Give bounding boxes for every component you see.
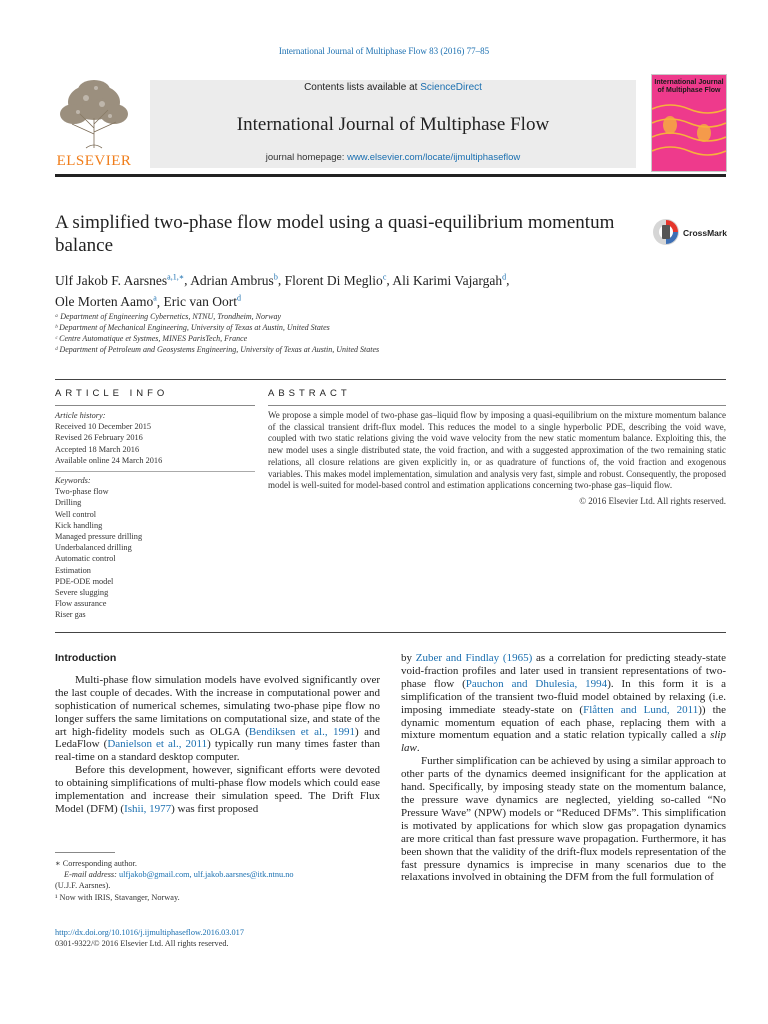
elsevier-logo xyxy=(50,78,138,170)
article-identifiers xyxy=(55,927,385,949)
keyword: Flow assurance xyxy=(55,599,107,609)
footnote: (U.J.F. Aarsnes). xyxy=(55,881,111,891)
footnotes xyxy=(55,858,385,903)
footnote: E-mail address: ulfjakob@gmail.com, ulf.jakob.aarsnes@itk.ntnu.no xyxy=(64,870,294,880)
crossmark-label: CrossMark xyxy=(683,228,727,238)
citation-link[interactable]: Danielson et al., 2011 xyxy=(107,738,208,751)
abstract-rule xyxy=(268,405,726,406)
history-item: Received 10 December 2015 xyxy=(55,422,152,432)
body-rule xyxy=(55,632,726,633)
footnote: ¹ Now with IRIS, Stavanger, Norway. xyxy=(55,892,180,902)
article-title: A simplified two-phase flow model using a quasi-equilibrium momentum balance xyxy=(55,212,615,256)
paragraph: by Zuber and Findlay (1965) as a correlation for predicting steady-state void-fraction profiles and later used in transient representations of two-phase flow (Pauchon and Dhulesia, 1994). In this form it is a simplification of the transient two-fluid model obtained by relaxing (i.e. imposing immediate steady-state on (Flåtten and Lund, 2011)) the dynamic momentum equation of each phase, replacing them with a mixture momentum equation and a static relation typically called a slip law. xyxy=(401,652,727,755)
history-item: Revised 26 February 2016 xyxy=(55,433,143,443)
journal-banner xyxy=(150,80,636,168)
keyword: Severe slugging xyxy=(55,588,109,598)
sciencedirect-link[interactable]: ScienceDirect xyxy=(420,82,482,93)
affiliation: ᵈ Department of Petroleum and Geosystems Engineering, University of Texas at Austin, United States xyxy=(55,345,380,354)
footnote: ∗ Corresponding author. xyxy=(55,859,137,868)
author[interactable]: Florent Di Meglio$^c$ xyxy=(284,272,387,288)
history-item: Accepted 18 March 2016 xyxy=(55,444,140,454)
keyword: Automatic control xyxy=(55,554,116,564)
body-left-column xyxy=(55,652,380,816)
keyword: Kick handling xyxy=(55,520,103,530)
citation-link[interactable]: Ishii, 1977 xyxy=(124,802,172,815)
keywords-rule xyxy=(55,471,255,472)
citation-link[interactable]: Flåtten and Lund, 2011 xyxy=(583,703,699,716)
affiliation: ᵃ Department of Engineering Cybernetics, NTNU, Trondheim, Norway xyxy=(55,312,281,321)
paragraph: Further simplification can be achieved by using a similar approach to other parts of the dynamics deemed insignificant for the application at hand. Specifically, by imposing steady state on the momentum balance, the pressure wave dynamics are neglected, yielding so-called “No Pressure Wave” (NPW) models or “Reduced DFMs”. This simplification is motivated by applications for which slow gas propagation dynamics are more critical than fast pressure wave propagation. Furthermore, it has been shown that the validity of the drift-flux models representation of the fast pressure dynamics is imprecise in many scenarios due to the relaxations involved in obtaining the DFM from the full formulation of xyxy=(401,755,726,884)
contents-line: Contents lists available at ScienceDirect xyxy=(304,82,482,93)
section-heading: Introduction xyxy=(55,652,117,664)
journal-title: International Journal of Multiphase Flow xyxy=(236,114,550,135)
history-label: Article history: xyxy=(55,411,106,420)
keyword: Estimation xyxy=(55,565,91,575)
journal-cover-thumbnail[interactable] xyxy=(651,74,727,172)
keywords-label: Keywords: xyxy=(55,476,91,486)
elsevier-tree-icon xyxy=(50,78,138,150)
homepage-line: journal homepage: www.elsevier.com/locate/ijmultiphaseflow xyxy=(265,152,521,163)
abstract-heading: ABSTRACT xyxy=(268,388,351,399)
affiliation: ᶜ Centre Automatique et Systmes, MINES ParisTech, France xyxy=(55,334,248,343)
abstract-text: We propose a simple model of two-phase gas–liquid flow by imposing a quasi-equilibrium on the mixture momentum balance of the classical transient drift-flux model. This reduces the model to a single hyperbolic PDE, describing the void wave, coupled with two static relations giving the void wave velocity from the new static momentum balance. Exploiting this, the new model uses a single distributed state, the void fraction, and with a suggested approximation of the two remaining static relations, all closure relations are given explicitly in, or as quadrature of functions of, the void fraction and exogenous variables. This makes model implementation, simulation and analysis very fast, simple and robust. Consequently, the proposed model is well-suited for model-based control and estimation applications concerning two-phase gas–liquid flow. xyxy=(268,410,726,491)
author[interactable]: Ali Karimi Vajargah$^d$ xyxy=(392,272,507,288)
abstract xyxy=(268,410,726,508)
keyword: Underbalanced drilling xyxy=(55,543,132,553)
paragraph: Before this development, however, significant efforts were devoted to obtaining simplifications of multi-phase flow models which could ease implementation and increase their simulation speed. The Drift Flux Model (DFM) (Ishii, 1977) was first proposed xyxy=(55,764,380,815)
author[interactable]: Ole Morten Aamo$^a$ xyxy=(55,293,157,309)
keyword: Riser gas xyxy=(55,610,86,620)
cover-pattern-icon xyxy=(652,75,726,171)
doi-link[interactable]: http://dx.doi.org/10.1016/j.ijmultiphaseflow.2016.03.017 xyxy=(55,928,244,937)
citation-link[interactable]: Bendiksen et al., 1991 xyxy=(248,725,355,738)
article-info xyxy=(55,410,255,621)
issn-line: 0301-9322/© 2016 Elsevier Ltd. All rights reserved. xyxy=(55,939,229,948)
keyword: Managed pressure drilling xyxy=(55,532,143,542)
email-link[interactable]: ulfjakob@gmail.com, ulf.jakob.aarsnes@itk.ntnu.no xyxy=(119,870,294,880)
keyword: PDE-ODE model xyxy=(55,576,114,586)
footnote-rule xyxy=(55,852,115,853)
history-item: Available online 24 March 2016 xyxy=(55,455,163,465)
citation-link[interactable]: Zuber and Findlay (1965) xyxy=(415,652,533,664)
keyword: Two-phase flow xyxy=(55,487,109,497)
author[interactable]: Ulf Jakob F. Aarsnes$^{a,1,∗}$ xyxy=(55,272,185,288)
paragraph: Multi-phase flow simulation models have evolved significantly over the last couple of decades. With the increase in computational power and sophistication of numerical schemes, simulating two-phase pipe flow no longer suffers the same limitations on computational size, and state of the art high-fidelity models such as OLGA (Bendiksen et al., 1991) and LedaFlow (Danielson et al., 2011) typically run many times faster than real-time on a standard desktop computer. xyxy=(55,673,380,764)
author-list: Ulf Jakob F. Aarsnes$^{a,1,∗}$, Adrian Ambrus$^b$, Florent Di Meglio$^c$, Ali Karimi Vajargah$^d$, Ole Morten Aamo$^a$, Eric van Oort$^d$ xyxy=(55,272,510,309)
header-rule xyxy=(55,174,726,177)
crossmark-button[interactable] xyxy=(652,218,732,250)
info-rule xyxy=(55,405,255,406)
keyword: Drilling xyxy=(55,498,82,508)
body-right-column xyxy=(401,652,726,884)
elsevier-wordmark: ELSEVIER xyxy=(56,153,132,169)
author[interactable]: Adrian Ambrus$^b$ xyxy=(190,272,278,288)
abstract-copyright: © 2016 Elsevier Ltd. All rights reserved. xyxy=(579,495,726,506)
crossmark-icon xyxy=(652,218,680,246)
section-rule xyxy=(55,379,726,380)
journal-citation[interactable]: International Journal of Multiphase Flow 83 (2016) 77–85 xyxy=(278,46,490,56)
article-info-heading: ARTICLE INFO xyxy=(55,388,169,399)
affiliations xyxy=(55,311,715,355)
affiliation: ᵇ Department of Mechanical Engineering, University of Texas at Austin, United States xyxy=(55,323,330,332)
citation-link[interactable]: Pauchon and Dhulesia, 1994 xyxy=(465,677,608,690)
cover-title: International Journal of Multiphase Flow xyxy=(654,79,724,94)
keyword: Well control xyxy=(55,509,97,519)
homepage-link[interactable]: www.elsevier.com/locate/ijmultiphaseflow xyxy=(347,152,521,163)
author[interactable]: Eric van Oort$^d$ xyxy=(163,293,242,309)
